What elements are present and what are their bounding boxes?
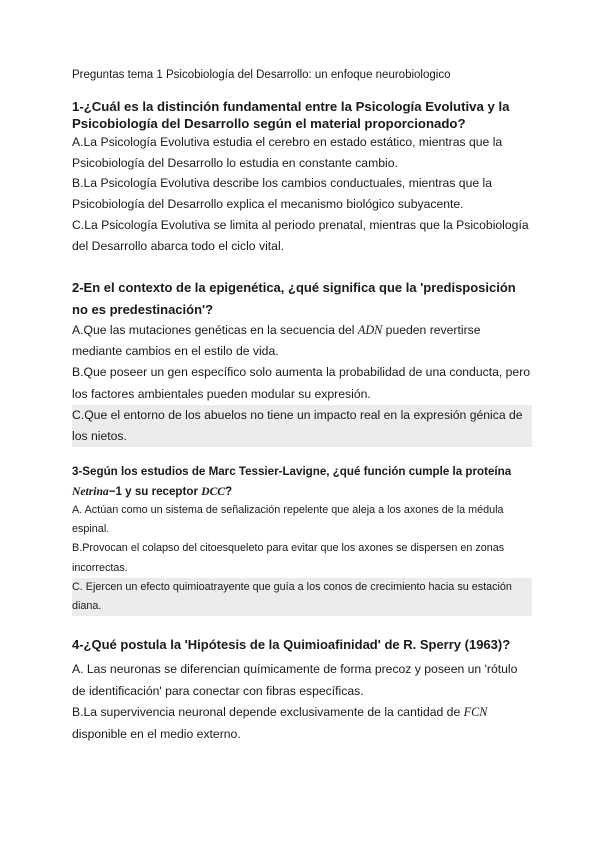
question-4-option-b-text-before: B.La supervivencia neuronal depende exclusivamente de la cantidad de bbox=[72, 705, 464, 719]
question-2-option-a-math: ADN bbox=[357, 323, 383, 337]
question-2-option-c: C.Que el entorno de los abuelos no tiene un impacto real en la expresión génica de los nietos. bbox=[72, 405, 532, 447]
question-2-option-a-text-after: pueden revertirse mediante cambios en el estilo de vida. bbox=[72, 323, 481, 359]
question-3-text-mid: −1 y su receptor bbox=[108, 484, 202, 498]
question-2-option-a-text-before: A.Que las mutaciones genéticas en la secuencia del bbox=[72, 323, 358, 337]
question-4-option-b-text-after: disponible en el medio externo. bbox=[72, 726, 241, 741]
question-1-text: 1-¿Cuál es la distinción fundamental entre la Psicología Evolutiva y la Psicobiología del Desarrollo según el material proporcionado? bbox=[72, 99, 510, 131]
question-3-text-after: ? bbox=[225, 484, 233, 498]
question-2-text: 2-En el contexto de la epigenética, ¿qué significa que la 'predisposición no es predestinación'? bbox=[72, 280, 516, 317]
question-4-option-a: A. Las neuronas se diferencian químicamente de forma precoz y poseen un 'rótulo de identificación' para conectar con fibras específicas. bbox=[72, 662, 518, 698]
question-1 bbox=[72, 98, 532, 256]
question-2-option-a bbox=[72, 320, 532, 362]
question-4 bbox=[72, 635, 532, 745]
question-3-math-netrina: Netrina bbox=[72, 484, 109, 498]
question-4-text: 4-¿Qué postula la 'Hipótesis de la Quimioafinidad' de R. Sperry (1963)? bbox=[72, 637, 511, 652]
question-3-math-dcc: DCC bbox=[201, 484, 226, 498]
question-2-option-b: B.Que poseer un gen específico solo aumenta la probabilidad de una conducta, pero los factores ambientales pueden modular su expresión. bbox=[72, 365, 531, 401]
question-3-text bbox=[72, 462, 532, 501]
document-title: Preguntas tema 1 Psicobiología del Desarrollo: un enfoque neurobiologico bbox=[72, 69, 451, 81]
question-3-option-c: C. Ejercen un efecto quimioatrayente que guía a los conos de crecimiento hacia su estación diana. bbox=[72, 578, 532, 616]
question-1-option-b: B.La Psicología Evolutiva describe los cambios conductuales, mientras que la Psicobiología del Desarrollo explica el mecanismo biológico subyacente. bbox=[72, 176, 493, 212]
question-4-option-b bbox=[72, 702, 532, 745]
question-3 bbox=[72, 462, 532, 616]
question-3-option-b: B.Provocan el colapso del citoesqueleto para evitar que los axones se dispersen en zonas incorrectas. bbox=[72, 542, 505, 574]
question-1-option-c: C.La Psicología Evolutiva se limita al periodo prenatal, mientras que la Psicobiología del Desarrollo abarca todo el ciclo vital. bbox=[72, 217, 529, 253]
question-1-option-a: A.La Psicología Evolutiva estudia el cerebro en estado estático, mientras que la Psicobiología del Desarrollo lo estudia en constante cambio. bbox=[72, 135, 503, 170]
question-4-option-b-math: FCN bbox=[463, 705, 488, 719]
question-2 bbox=[72, 277, 532, 447]
question-3-text-before: 3-Según los estudios de Marc Tessier-Lavigne, ¿qué función cumple la proteína bbox=[72, 465, 512, 478]
question-3-option-a: A. Actúan como un sistema de señalización repelente que aleja a los axones de la médula espinal. bbox=[72, 504, 504, 536]
